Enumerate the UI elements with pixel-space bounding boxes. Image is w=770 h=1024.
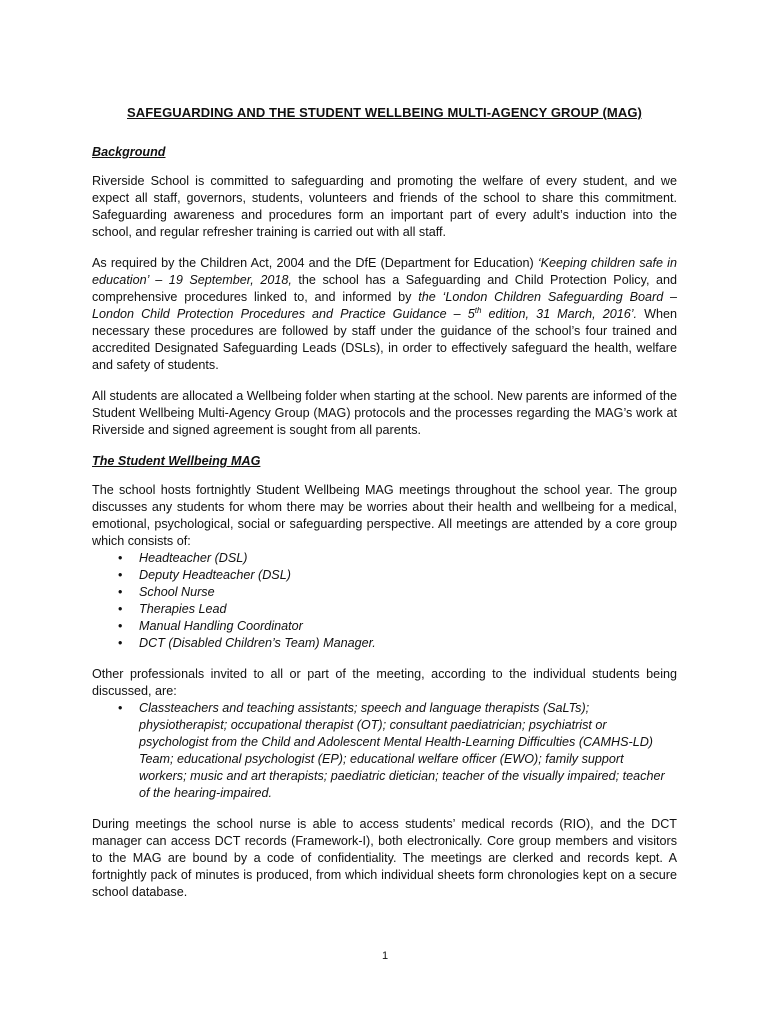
paragraph-wellbeing-folder: All students are allocated a Wellbeing folder when starting at the school. New parents are informed of the Student Wellbeing Multi-Agency Group (MAG) protocols and the processes regarding the MAG’s work at Riverside and signed agreement is sought from all parents. [92, 389, 678, 437]
list-item: • School Nurse [92, 584, 677, 601]
text-segment: As required by the Children Act, 2004 and the DfE (Department for Education) [92, 256, 538, 270]
list-item: • Manual Handling Coordinator [92, 618, 677, 635]
background-heading: Background [92, 145, 166, 159]
text-segment: When necessary these procedures are followed by staff under the guidance of the school’s four trained and accredited Designated Safeguarding Leads (DSLs), in order to effectively safeguard the health, welfare and safety of students. [92, 307, 678, 372]
paragraph-meetings: The school hosts fortnightly Student Wellbeing MAG meetings throughout the school year. The group discusses any students for whom there may be worries about their health and wellbeing for a medical, emotional, psychological, social or safeguarding perspective. All meetings are attended by a core group which consists of: [92, 483, 677, 548]
list-item: • Headteacher (DSL) [92, 550, 677, 567]
page-number: 1 [381, 950, 389, 962]
list-item: • Therapies Lead [92, 601, 677, 618]
text-segment: the ‘London Children Safeguarding Board – London Child Protection Procedures and Practice Guidance – 5 [92, 290, 677, 321]
paragraph-commitment: Riverside School is committed to safeguarding and promoting the welfare of every student, and we expect all staff, governors, students, volunteers and friends of the school to share this commitment. Safeguarding awareness and procedures form an important part of every adult’s induction into the school, and regular refresher training is carried out with all staff. [92, 174, 677, 239]
text-segment: edition, 31 March, 2016’. [481, 307, 638, 321]
paragraph-other-professionals: Other professionals invited to all or part of the meeting, according to the individual students being discussed, are: [92, 667, 677, 698]
document-title: SAFEGUARDING AND THE STUDENT WELLBEING MULTI-AGENCY GROUP (MAG) [127, 105, 642, 120]
text-segment: the school has a Safeguarding and Child Protection Policy, and comprehensive procedures linked to, and informed by [92, 273, 678, 304]
other-professionals-list [92, 700, 677, 802]
mag-heading: The Student Wellbeing MAG [92, 454, 261, 468]
paragraph-children-act [92, 255, 677, 374]
guidance-title: ‘Keeping children safe in education’ – 19 September, 2018, [92, 256, 677, 287]
core-group-list [92, 550, 677, 652]
document-page [92, 104, 677, 915]
list-item: • Deputy Headteacher (DSL) [92, 567, 677, 584]
superscript-th: th [474, 305, 482, 315]
paragraph-confidentiality: During meetings the school nurse is able to access students’ medical records (RIO), and the DCT manager can access DCT records (Framework-I), both electronically. Core group members and visitors to the MAG are bound by a code of confidentiality. The meetings are clerked and records kept. A fortnightly pack of minutes is produced, from which individual sheets form chronologies kept on a secure school database. [92, 817, 677, 899]
list-item: • Classteachers and teaching assistants; speech and language therapists (SaLTs); physiotherapist; occupational therapist (OT); consultant paediatrician; psychiatrist or psychologist from the Child and Adolescent Mental Health-Learning Difficulties (CAMHS-LD) Team; educational psychologist (EP); educational welfare officer (EWO); family support workers; music and art therapists; paediatric dietician; teacher of the visually impaired; teacher of the hearing-impaired. [92, 700, 677, 802]
list-item: • DCT (Disabled Children’s Team) Manager. [92, 635, 677, 652]
